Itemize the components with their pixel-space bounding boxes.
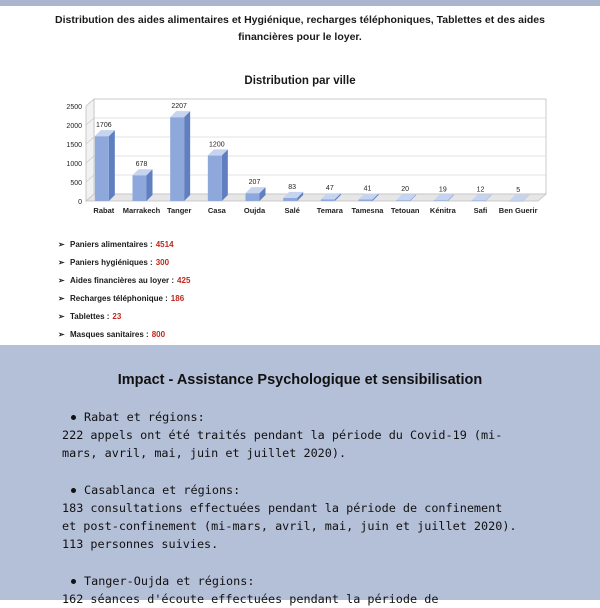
y-tick-label: 2500 <box>66 104 82 111</box>
bar <box>472 201 486 202</box>
page-heading <box>40 12 560 46</box>
data-label: 207 <box>248 179 261 187</box>
data-label: 1706 <box>96 122 112 130</box>
data-label: 47 <box>325 185 334 193</box>
x-tick-label: Salé <box>284 206 300 215</box>
x-tick-label: Tanger <box>166 206 192 215</box>
bullet-icon <box>71 415 76 420</box>
list-item <box>58 308 190 326</box>
region-heading <box>62 408 502 426</box>
data-label: 2207 <box>171 103 187 111</box>
x-tick-label: Tamesna <box>351 206 384 215</box>
arrow-icon: ➢ <box>58 330 65 339</box>
bar <box>246 193 260 201</box>
chart-title: Distribution par ville <box>244 75 356 87</box>
bullet-icon <box>71 488 76 493</box>
bar <box>133 175 147 201</box>
list-item-label: Recharges téléphonique : <box>70 294 168 303</box>
list-item-label: Masques sanitaires : <box>70 330 149 339</box>
arrow-icon: ➢ <box>58 294 65 303</box>
bullet-icon <box>71 579 76 584</box>
list-item-value: 23 <box>112 312 122 321</box>
region-text-line: 162 séances d'écoute effectuées pendant la période de <box>62 592 439 606</box>
data-label: 1200 <box>209 141 225 149</box>
list-item <box>58 236 190 254</box>
chart-side-wall <box>86 99 94 201</box>
x-tick-label: Kénitra <box>429 206 456 215</box>
data-label: 678 <box>135 161 148 169</box>
list-item-label: Paniers alimentaires : <box>70 240 153 249</box>
region-text-line: 113 personnes suivies. <box>62 537 219 551</box>
x-tick-label: Temara <box>316 206 343 215</box>
data-label: 12 <box>476 186 485 194</box>
region-text-line: et post-confinement (mi-mars, avril, mai, juin et juillet 2020). <box>62 519 517 533</box>
region-text-line: mars, avril, mai, juin et juillet 2020). <box>62 446 347 460</box>
bar <box>170 117 184 201</box>
heading-line-1: Distribution des aides alimentaires et Hygiénique, recharges téléphoniques, Tablettes et des aides <box>55 14 545 26</box>
top-band <box>0 0 600 6</box>
list-item-value: 4514 <box>155 240 174 249</box>
x-tick-label: Tetouan <box>390 206 420 215</box>
data-label: 5 <box>516 186 521 194</box>
aid-list <box>58 236 190 344</box>
arrow-icon: ➢ <box>58 276 65 285</box>
region-heading-text: Tanger-Oujda et régions: <box>84 574 255 588</box>
chart-back-wall <box>94 99 546 194</box>
bar-side <box>109 130 115 201</box>
region-text-line: 222 appels ont été traités pendant la période du Covid-19 (mi- <box>62 428 503 442</box>
region-block <box>62 572 438 608</box>
bar-side <box>184 111 190 201</box>
region-heading <box>62 481 517 499</box>
x-tick-label: Marrakech <box>122 206 161 215</box>
bar-side <box>222 149 228 201</box>
arrow-icon: ➢ <box>58 240 65 249</box>
impact-section <box>0 345 600 606</box>
region-heading <box>62 572 438 590</box>
region-block <box>62 408 502 462</box>
section-title: Impact - Assistance Psychologique et sensibilisation <box>117 372 483 388</box>
list-item-value: 425 <box>177 276 191 285</box>
x-tick-label: Casa <box>207 206 226 215</box>
list-item <box>58 326 190 344</box>
bar <box>434 200 448 201</box>
data-label: 19 <box>438 186 447 194</box>
x-tick-label: Safi <box>473 206 488 215</box>
list-item <box>58 272 190 290</box>
list-item-label: Aides financières au loyer : <box>70 276 175 285</box>
region-block <box>62 481 517 553</box>
y-tick-label: 500 <box>70 180 82 187</box>
heading-line-2: financières pour le loyer. <box>238 31 362 43</box>
y-tick-label: 1000 <box>66 161 82 168</box>
bar <box>396 200 410 201</box>
bar <box>359 199 373 201</box>
list-item-value: 800 <box>151 330 166 339</box>
data-label: 20 <box>401 186 410 194</box>
bar <box>321 199 335 201</box>
bar <box>509 201 523 202</box>
arrow-icon: ➢ <box>58 312 65 321</box>
region-text-line: 183 consultations effectuées pendant la période de confinement <box>62 501 503 515</box>
bar <box>95 136 109 201</box>
x-tick-label: Ben Guerir <box>498 206 538 215</box>
list-item-label: Tablettes : <box>70 312 110 321</box>
bar <box>283 198 297 201</box>
list-item <box>58 290 190 308</box>
list-item-value: 186 <box>170 294 185 303</box>
y-tick-label: 0 <box>78 199 82 206</box>
bar-chart <box>52 92 552 218</box>
region-heading-text: Casablanca et régions: <box>84 483 241 497</box>
arrow-icon: ➢ <box>58 258 65 267</box>
list-item-label: Paniers hygiéniques : <box>70 258 153 267</box>
region-heading-text: Rabat et régions: <box>84 410 205 424</box>
data-label: 83 <box>288 183 297 191</box>
y-tick-label: 2000 <box>66 123 82 130</box>
bar <box>208 155 222 201</box>
x-tick-label: Rabat <box>93 206 115 215</box>
list-item <box>58 254 190 272</box>
y-tick-label: 1500 <box>66 142 82 149</box>
list-item-value: 300 <box>155 258 170 267</box>
data-label: 41 <box>363 185 372 193</box>
x-tick-label: Oujda <box>243 206 266 215</box>
